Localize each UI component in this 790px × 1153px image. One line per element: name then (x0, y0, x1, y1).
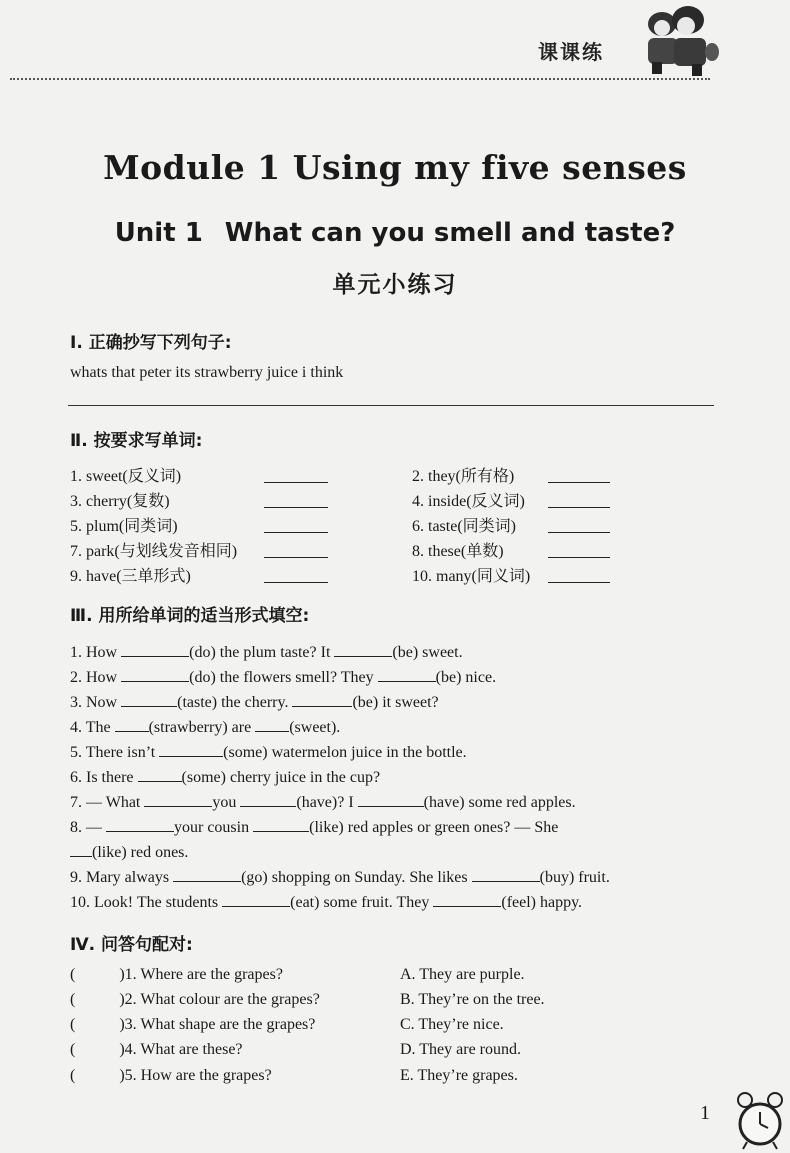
answer-blank[interactable] (159, 740, 223, 757)
answer-blank[interactable] (255, 715, 289, 732)
section-2-title: Ⅱ. 按要求写单词: (70, 431, 203, 451)
answer-blank[interactable] (292, 690, 352, 707)
fill-sentence-5: 5. There isn’t (some) watermelon juice in the bottle. (70, 740, 467, 762)
mascot-illustration-icon (622, 2, 722, 80)
fill-sentence-6: 6. Is there (some) cherry juice in the cup? (70, 765, 380, 787)
unit-question: What can you smell and taste? (224, 218, 676, 248)
fill-sentence-1: 1. How (do) the plum taste? It (be) sweet. (70, 640, 463, 662)
answer-blank[interactable] (253, 815, 309, 832)
match-answer: C. They’re nice. (400, 1016, 504, 1033)
answer-blank[interactable] (548, 541, 610, 558)
match-question: ( )2. What colour are the grapes? (70, 991, 320, 1008)
word-item: 8. these(单数) (412, 543, 504, 560)
match-answer: B. They’re on the tree. (400, 991, 545, 1008)
practice-subtitle: 单元小练习 (332, 272, 458, 298)
answer-blank[interactable] (548, 466, 610, 483)
unit-title (0, 218, 790, 248)
word-item: 9. have(三单形式) (70, 568, 191, 585)
answer-blank[interactable] (264, 566, 328, 583)
answer-paren[interactable]: ( (70, 966, 76, 983)
answer-blank[interactable] (144, 790, 212, 807)
match-question: ( )4. What are these? (70, 1041, 243, 1058)
answer-blank[interactable] (433, 890, 501, 907)
copy-sentence: whats that peter its strawberry juice i think (70, 364, 344, 381)
answer-blank[interactable] (264, 516, 328, 533)
answer-blank[interactable] (173, 865, 241, 882)
fill-sentence-8a: 8. — your cousin (like) red apples or green ones? — She (70, 815, 558, 837)
word-item: 1. sweet(反义词) (70, 468, 182, 485)
match-answer: A. They are purple. (400, 966, 525, 983)
answer-paren[interactable]: ( (70, 1041, 76, 1058)
fill-sentence-9: 9. Mary always (go) shopping on Sunday. She likes (buy) fruit. (70, 865, 610, 887)
answer-blank[interactable] (264, 541, 328, 558)
answer-blank[interactable] (472, 865, 540, 882)
header-dashed-line (10, 78, 710, 80)
module-title: Module 1 Using my five senses (103, 148, 687, 187)
match-answer: D. They are round. (400, 1041, 521, 1058)
answer-blank[interactable] (222, 890, 290, 907)
answer-blank[interactable] (138, 765, 182, 782)
answer-blank[interactable] (106, 815, 174, 832)
answer-paren[interactable]: ( (70, 1016, 76, 1033)
answer-paren[interactable]: ( (70, 991, 76, 1008)
fill-sentence-8b: (like) red ones. (70, 840, 188, 862)
answer-paren[interactable]: ( (70, 1067, 76, 1084)
answer-blank[interactable] (378, 665, 436, 682)
match-question: ( )1. Where are the grapes? (70, 966, 283, 983)
word-item: 5. plum(同类词) (70, 518, 178, 535)
answer-blank[interactable] (264, 491, 328, 508)
fill-sentence-2: 2. How (do) the flowers smell? They (be) nice. (70, 665, 496, 687)
answer-blank[interactable] (358, 790, 424, 807)
answer-blank[interactable] (70, 840, 92, 857)
section-1-title: Ⅰ. 正确抄写下列句子: (70, 333, 232, 353)
word-item: 7. park(与划线发音相同) (70, 543, 238, 560)
word-item: 2. they(所有格) (412, 468, 515, 485)
word-item: 6. taste(同类词) (412, 518, 516, 535)
brand-title: 课课练 (538, 40, 604, 64)
page-number: 1 (700, 1102, 710, 1124)
match-question: ( )5. How are the grapes? (70, 1067, 272, 1084)
unit-label: Unit 1 (114, 218, 203, 248)
word-item: 4. inside(反义词) (412, 493, 525, 510)
answer-blank[interactable] (121, 665, 189, 682)
answer-blank[interactable] (115, 715, 149, 732)
writing-line (68, 405, 714, 406)
answer-blank[interactable] (121, 640, 189, 657)
answer-blank[interactable] (121, 690, 177, 707)
section-4-title: Ⅳ. 问答句配对: (70, 935, 193, 955)
fill-sentence-7: 7. — What you (have)? I (have) some red apples. (70, 790, 576, 812)
answer-blank[interactable] (240, 790, 296, 807)
answer-blank[interactable] (264, 466, 328, 483)
word-item: 10. many(同义词) (412, 568, 531, 585)
fill-sentence-4: 4. The (strawberry) are (sweet). (70, 715, 340, 737)
match-question: ( )3. What shape are the grapes? (70, 1016, 316, 1033)
section-3-title: Ⅲ. 用所给单词的适当形式填空: (70, 606, 310, 626)
fill-sentence-10: 10. Look! The students (eat) some fruit. They (feel) happy. (70, 890, 582, 912)
answer-blank[interactable] (548, 491, 610, 508)
page-header (0, 0, 790, 82)
fill-sentence-3: 3. Now (taste) the cherry. (be) it sweet? (70, 690, 439, 712)
answer-blank[interactable] (334, 640, 392, 657)
answer-blank[interactable] (548, 566, 610, 583)
alarm-clock-icon (735, 1088, 785, 1152)
match-answer: E. They’re grapes. (400, 1067, 518, 1084)
answer-blank[interactable] (548, 516, 610, 533)
word-item: 3. cherry(复数) (70, 493, 170, 510)
